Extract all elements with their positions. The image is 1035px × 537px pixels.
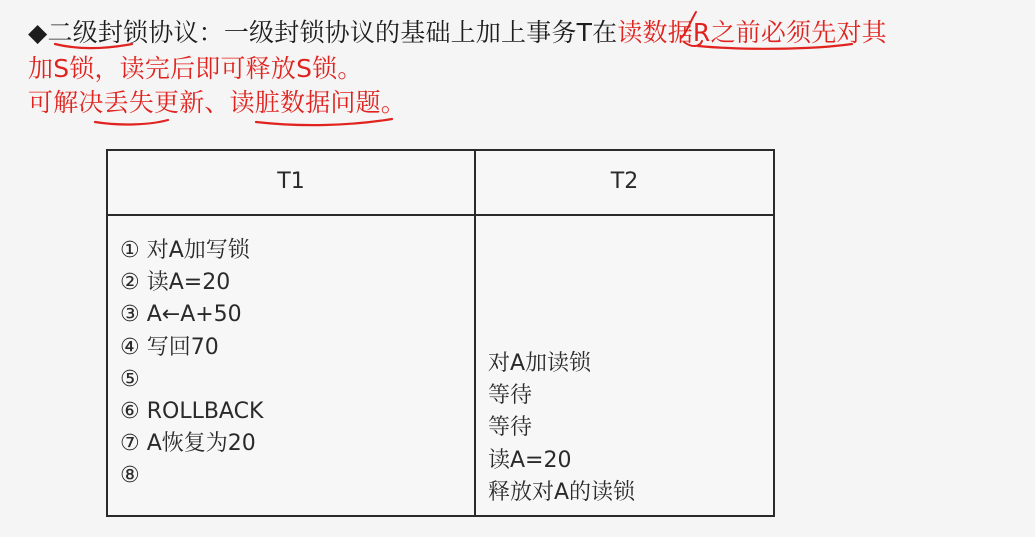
- t1-step: ⑦ A恢复为20: [120, 431, 256, 457]
- t2-step: 释放对A的读锁: [488, 479, 636, 505]
- t1-step: ⑤: [120, 366, 140, 392]
- header-divider: [108, 214, 773, 216]
- t2-step: 读A=20: [488, 447, 572, 473]
- definition-red-text: 读数据R之前必须先对其: [617, 18, 887, 47]
- t2-steps: [488, 348, 635, 509]
- t1-steps: [120, 235, 263, 493]
- bullet-diamond-icon: ◆: [28, 18, 48, 47]
- t1-step: ① 对A加写锁: [120, 238, 250, 263]
- t1-step: ⑧: [120, 463, 140, 489]
- t1-step: ③ A←A+50: [120, 302, 242, 328]
- t1-step: ④ 写回70: [120, 334, 219, 360]
- heading-line-3: 可解决丢失更新、读脏数据问题。: [28, 88, 407, 117]
- definition-text: 二级封锁协议：一级封锁协议的基础上加上事务T在: [47, 18, 618, 47]
- t1-step: ② 读A=20: [120, 270, 231, 296]
- underline-lost-update: [95, 120, 168, 124]
- transaction-table: [106, 149, 775, 517]
- t2-step: 等待: [488, 415, 533, 441]
- header-t1: T1: [277, 169, 305, 194]
- t2-step: 对A加读锁: [488, 351, 592, 376]
- heading-line-1: [28, 16, 887, 50]
- t2-step: 等待: [488, 383, 533, 409]
- header-t2: T2: [610, 169, 639, 194]
- heading-line-2: 加S锁，读完后即可释放S锁。: [28, 54, 363, 83]
- t1-step: ⑥ ROLLBACK: [120, 398, 264, 424]
- column-divider: [474, 151, 476, 515]
